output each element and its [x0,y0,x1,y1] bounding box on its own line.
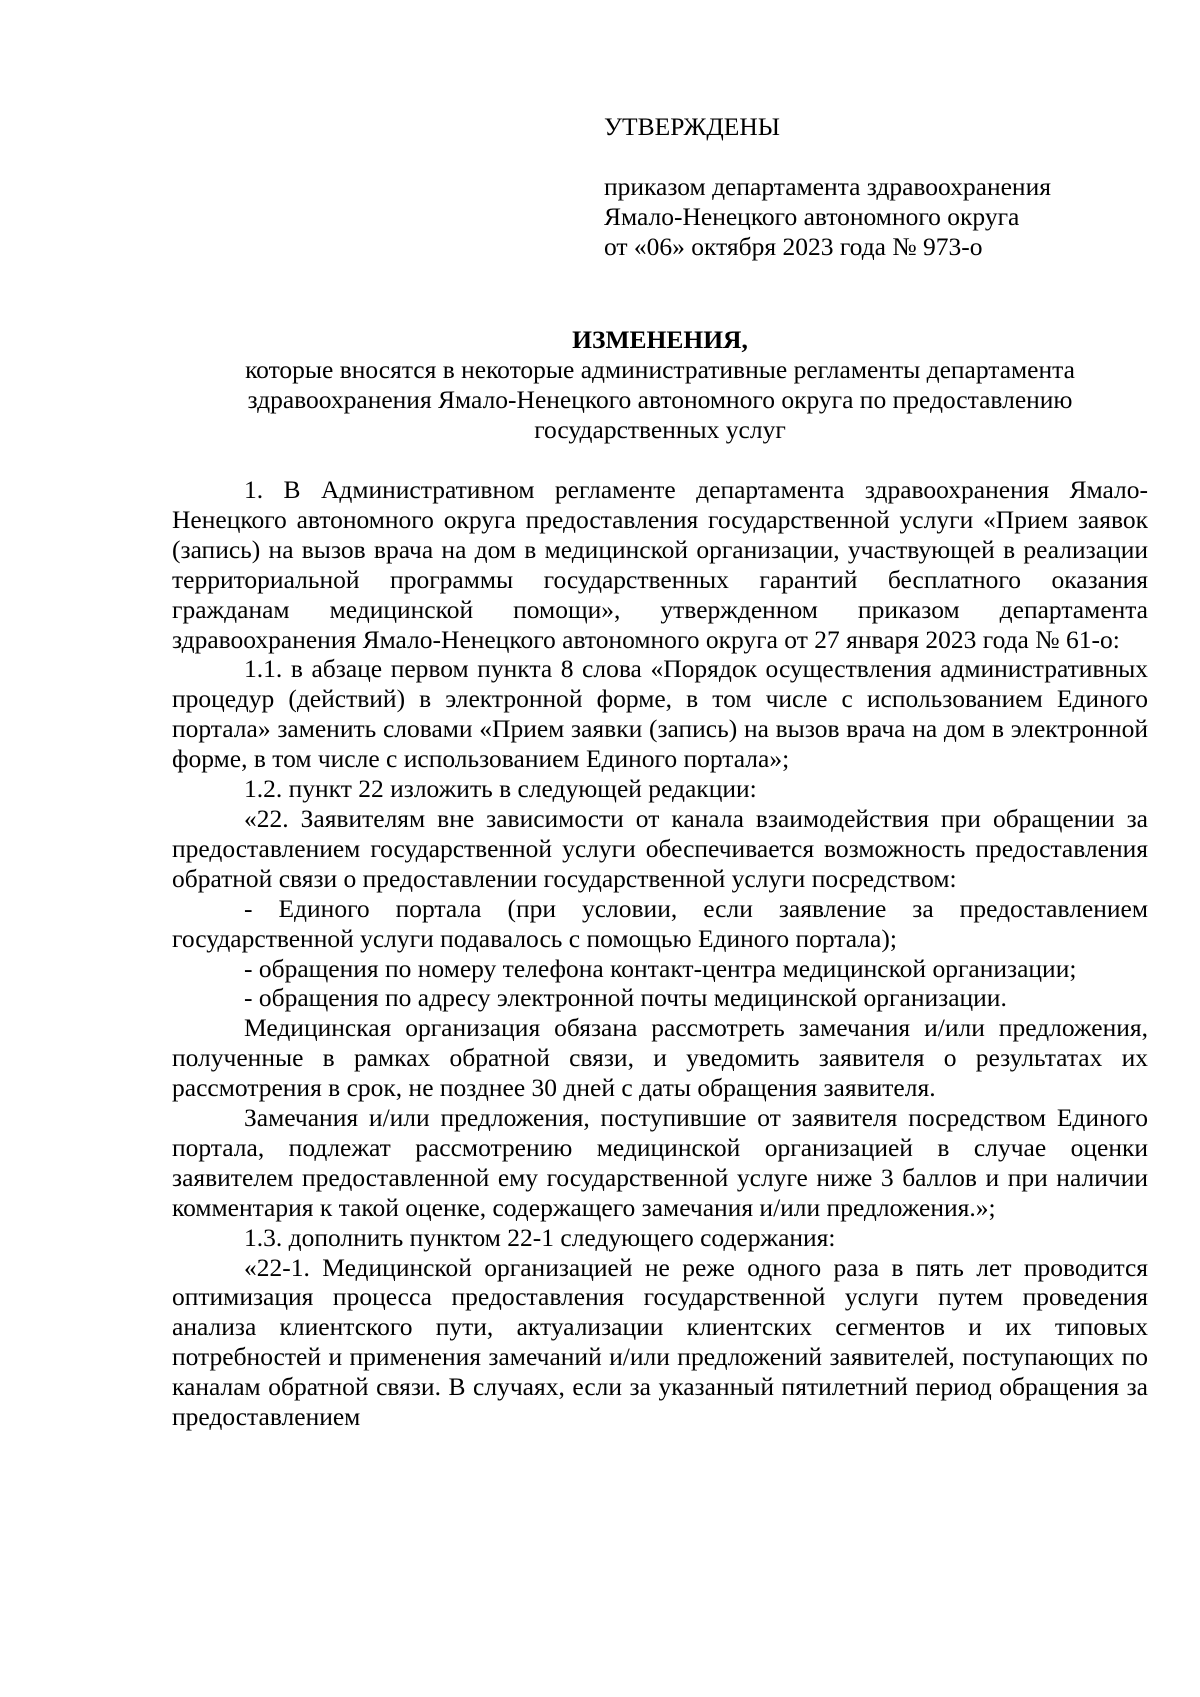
approval-line-date: от «06» октября 2023 года № 973-о [604,232,983,261]
approval-line-region: Ямало-Ненецкого автономного округа [604,202,1020,231]
paragraph-point-22: «22. Заявителям вне зависимости от канала взаимодействия при обращении за предоставлением государственной услуги обеспечивается возможность предоставления обратной связи о предоставлении государственной услуги посредством: [172,803,1148,893]
paragraph-channel-portal: - Единого портала (при условии, если заявление за предоставлением государственной услуги подавалось с помощью Единого портала); [172,893,1148,953]
paragraph-item-1: 1. В Административном регламенте департамента здравоохранения Ямало-Ненецкого автономного округа предоставления государственной услуги «Прием заявок (запись) на вызов врача на дом в медицинской организации, участвующей в реализации территориальной программы государственных гарантий бесплатного оказания гражданам медицинской помощи», утвержденном приказом департамента здравоохранения Ямало-Ненецкого автономного округа от 27 января 2023 года № 61-о: [172,475,1148,654]
paragraph-review-obligation: Медицинская организация обязана рассмотреть замечания и/или предложения, полученные в рамках обратной связи, и уведомить заявителя о результатах их рассмотрения в срок, не позднее 30 дней с даты обращения заявителя. [172,1013,1148,1103]
paragraph-channel-phone: - обращения по номеру телефона контакт-центра медицинской организации; [244,953,1077,983]
document-heading [172,325,1148,445]
heading-line-3: государственных услуг [534,415,786,444]
paragraph-item-1-3: 1.3. дополнить пунктом 22-1 следующего содержания: [244,1222,836,1252]
paragraph-item-1-2: 1.2. пункт 22 изложить в следующей редакции: [244,774,757,804]
heading-title: ИЗМЕНЕНИЯ, [572,325,748,354]
paragraph-point-22-1: «22-1. Медицинской организацией не реже одного раза в пять лет проводится оптимизация процесса предоставления государственной услуги путем проведения анализа клиентского пути, актуализации клиентских сегментов и их типовых потребностей и применения замечаний и/или предложений заявителей, поступающих по каналам обратной связи. В случаях, если за указанный пятилетний период обращения за предоставлением [172,1252,1148,1432]
paragraph-item-1-1: 1.1. в абзаце первом пункта 8 слова «Порядок осуществления административных процедур (действий) в электронной форме, в том числе с использованием Единого портала» заменить словами «Прием заявки (запись) на вызов врача на дом в электронной форме, в том числе с использованием Единого портала»; [172,654,1148,774]
approval-block [604,112,1164,262]
approval-title: УТВЕРЖДЕНЫ [604,112,780,141]
paragraph-channel-email: - обращения по адресу электронной почты медицинской организации. [244,983,1007,1013]
heading-line-2: здравоохранения Ямало-Ненецкого автономного округа по предоставлению [247,385,1073,414]
heading-line-1: которые вносятся в некоторые административные регламенты департамента [245,355,1075,384]
approval-line-order: приказом департамента здравоохранения [604,172,1051,201]
document-body [172,475,1148,1432]
paragraph-portal-remarks: Замечания и/или предложения, поступившие от заявителя посредством Единого портала, подлежат рассмотрению медицинской организацией в случае оценки заявителем предоставленной ему государственной услуге ниже 3 баллов и при наличии комментария к такой оценке, содержащего замечания и/или предложения.»; [172,1103,1148,1222]
